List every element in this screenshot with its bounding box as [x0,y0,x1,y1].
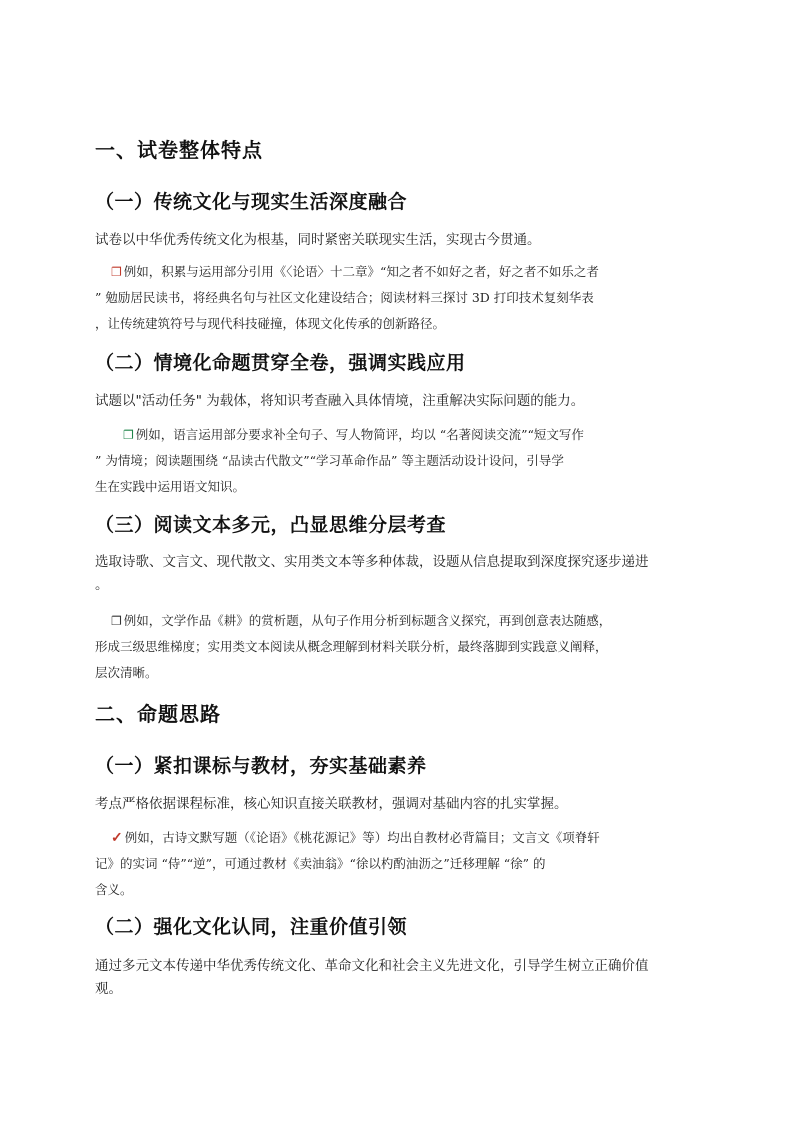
black-square-bullet-icon: ❐ [111,614,122,628]
section-2-sub-2-summary [95,955,705,1001]
section-2-title: 二、命题思路 [95,702,221,726]
section-1-title: 一、试卷整体特点 [95,138,263,162]
summary-line: 。 [95,577,109,593]
check-mark-icon: ✓ [111,830,123,846]
section-2-sub-2-title: （二）强化文化认同，注重价值引领 [95,916,408,938]
section-1-sub-1-title: （一）传统文化与现实生活深度融合 [95,191,408,213]
example-line: 层次清晰。 [95,665,158,680]
green-square-bullet-icon: ❐ [123,428,134,442]
example-line: 含义。 [95,882,133,897]
section-1-sub-2-title: （二）情境化命题贯穿全卷，强调实践应用 [95,352,466,374]
section-2-sub-1-example [95,825,705,903]
example-line: ，让传统建筑符号与现代科技碰撞，体现文化传承的创新路径。 [95,316,446,331]
example-line: ❐ 例如，文学作品《耕》的赏析题，从句子作用分析到标题含义探究，再到创意表达随感， [95,608,705,634]
section-1-sub-3-example [95,608,705,686]
section-2-sub-1-title: （一）紧扣课标与教材，夯实基础素养 [95,755,427,777]
section-1-sub-3-title: （三）阅读文本多元，凸显思维分层考查 [95,514,447,536]
example-line: 形成三级思维梯度；实用类文本阅读从概念理解到材料关联分析，最终落脚到实践意义阐释， [95,639,608,654]
section-1-sub-2-example [95,422,705,500]
section-1-sub-1-summary: 试卷以中华优秀传统文化为根基，同时紧密关联现实生活，实现古今贯通。 [95,232,541,248]
example-line: ✓ 例如，古诗文默写题（《论语》《桃花源记》等）均出自教材必背篇目；文言文《项脊轩 [95,825,705,851]
summary-line: 观。 [95,981,122,997]
example-line: ” 勉励居民读书，将经典名句与社区文化建设结合；阅读材料三探讨 3D 打印技术复刻华表 [95,290,594,305]
summary-line: 通过多元文本传递中华优秀传统文化、革命文化和社会主义先进文化，引导学生树立正确价值 [95,958,649,974]
example-line: 生在实践中运用语文知识。 [95,479,246,494]
section-2-sub-1-summary: 考点严格依据课程标准，核心知识直接关联教材，强调对基础内容的扎实掌握。 [95,796,568,812]
section-1-sub-3-summary [95,551,705,597]
red-square-bullet-icon: ❐ [111,265,122,279]
example-line: ” 为情境；阅读题围绕 “品读古代散文”“学习革命作品” 等主题活动设计设问，引导学 [95,453,564,468]
section-1-sub-1-example [95,259,705,337]
example-line: ❐ 例如，语言运用部分要求补全句子、写人物简评，均以 “名著阅读交流”“短文写作 [95,422,705,448]
section-1-sub-2-summary: 试题以"活动任务" 为载体，将知识考查融入具体情境，注重解决实际问题的能力。 [95,393,585,409]
example-line: 记》的实词 “侍”“逆”，可通过教材《卖油翁》“徐以杓酌油沥之”迁移理解 “徐” 的 [95,856,546,871]
example-line: ❐ 例如，积累与运用部分引用《〈论语〉十二章》“知之者不如好之者，好之者不如乐之者 [95,259,705,285]
summary-line: 选取诗歌、文言文、现代散文、实用类文本等多种体裁，设题从信息提取到深度探究逐步递进 [95,554,649,570]
